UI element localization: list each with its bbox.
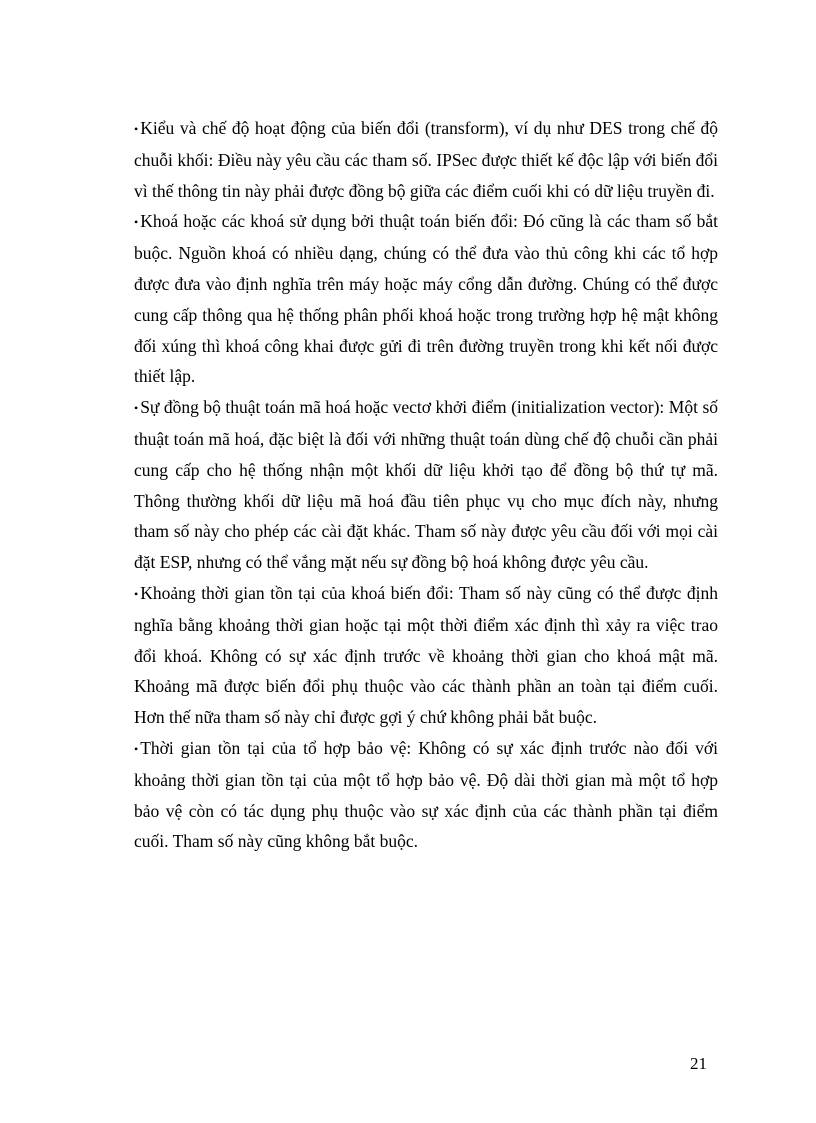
paragraph-text: Kiểu và chế độ hoạt động của biến đổi (transform), ví dụ như DES trong chế độ chuỗi khối: Điều này yêu cầu các tham số. IPSec được thiết kế độc lập với biến đổi vì thế thông tin này phải được đồng bộ giữa các điểm cuối khi có dữ liệu truyền đi.	[134, 118, 718, 201]
paragraph-text: Khoảng thời gian tồn tại của khoá biến đổi: Tham số này cũng có thể được định nghĩa bằng khoảng thời gian hoặc tại một thời điểm xác định thì xảy ra việc trao đổi khoá. Không có sự xác định trước về khoảng thời gian cho khoá mật mã. Khoảng mã được biến đổi phụ thuộc vào các thành phần an toàn tại điểm cuối. Hơn thế nữa tham số này chỉ được gợi ý chứ không phải bắt buộc.	[134, 582, 718, 728]
bullet-paragraph-sa-lifetime	[134, 733, 718, 857]
bullet-icon: •	[134, 741, 139, 756]
bullet-icon: •	[134, 401, 139, 416]
bullet-icon: •	[134, 215, 139, 230]
paragraph-text: Sự đồng bộ thuật toán mã hoá hoặc vectơ khởi điểm (initialization vector): Một số thuật toán mã hoá, đặc biệt là đối với những thuật toán dùng chế độ chuỗi cần phải cung cấp cho hệ thống nhận một khối dữ liệu khởi tạo để đồng bộ thứ tự mã. Thông thường khối dữ liệu mã hoá đầu tiên phục vụ cho mục đích này, nhưng tham số này cho phép các cài đặt khác. Tham số này được yêu cầu đối với mọi cài đặt ESP, nhưng có thể vắng mặt nếu sự đồng bộ hoá không được yêu cầu.	[134, 397, 718, 573]
bullet-icon: •	[134, 586, 139, 601]
bullet-paragraph-key-lifetime	[134, 578, 718, 733]
bullet-paragraph-initialization-vector	[134, 392, 718, 578]
page-body	[134, 113, 718, 857]
bullet-icon: •	[134, 122, 139, 136]
paragraph-text: Khoá hoặc các khoá sử dụng bởi thuật toán biến đổi: Đó cũng là các tham số bắt buộc. Nguồn khoá có nhiều dạng, chúng có thể đưa vào thủ công khi các tổ hợp được đưa vào định nghĩa trên máy hoặc máy cổng dẫn đường. Chúng có thể được cung cấp thông qua hệ thống phân phối khoá hoặc trong trường hợp hệ mật không đối xúng thì khoá công khai được gửi đi trên đường truyền trong khi kết nối được thiết lập.	[134, 211, 718, 387]
page-number: 21	[690, 1054, 707, 1073]
bullet-paragraph-transform	[134, 113, 718, 206]
paragraph-text: Thời gian tồn tại của tổ hợp bảo vệ: Không có sự xác định trước nào đối với khoảng thời gian tồn tại của một tổ hợp bảo vệ. Độ dài thời gian mà một tổ hợp bảo vệ còn có tác dụng phụ thuộc vào sự xác định của các thành phần tại điểm cuối. Tham số này cũng không bắt buộc.	[134, 737, 718, 852]
bullet-paragraph-keys	[134, 206, 718, 392]
